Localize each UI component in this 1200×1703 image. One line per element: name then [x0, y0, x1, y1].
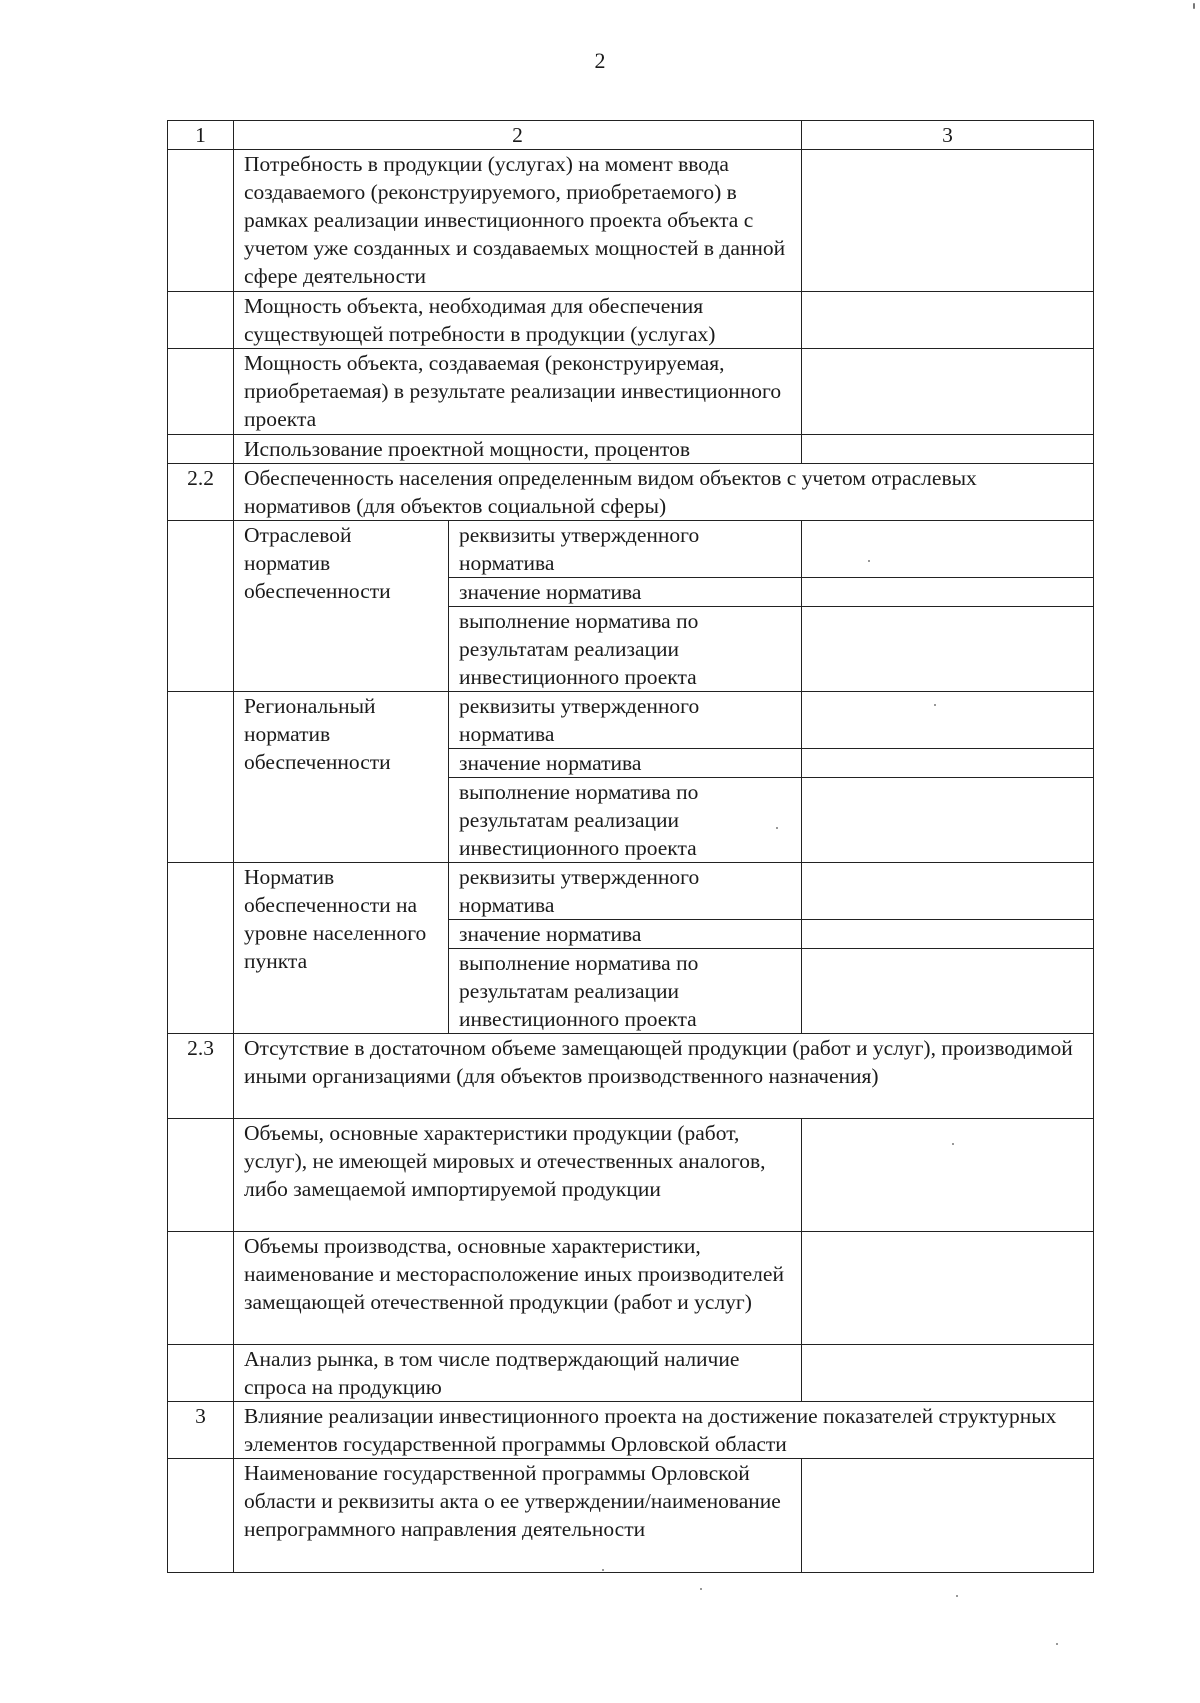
section-number: 3 — [168, 1402, 234, 1459]
row-value-cell — [802, 578, 1094, 607]
row-number-cell — [168, 435, 234, 464]
scan-speck — [934, 704, 936, 706]
section-title: Влияние реализации инвестиционного проекта на достижение показателей структурных элементов государственной программы Орловской области — [234, 1402, 1094, 1459]
norm-group-label: Региональный норматив обеспеченности — [234, 692, 449, 863]
scan-speck — [1193, 3, 1195, 9]
row-number-cell — [168, 863, 234, 1034]
row-number-cell — [168, 521, 234, 692]
norm-sub-item: реквизиты утвержденного норматива — [449, 521, 802, 578]
row-value-cell — [802, 863, 1094, 920]
row-text-cell: Анализ рынка, в том числе подтверждающий наличие спроса на продукцию — [234, 1345, 802, 1402]
scan-speck — [952, 1143, 954, 1145]
row-value-cell — [802, 349, 1094, 435]
document-table — [167, 120, 1094, 1573]
row-number-cell — [168, 349, 234, 435]
section-3-title-row — [168, 1402, 1094, 1459]
section-title: Отсутствие в достаточном объеме замещающей продукции (работ и услуг), производимой иными организациями (для объектов производственного назначения) — [234, 1034, 1094, 1119]
scan-speck — [956, 1595, 958, 1597]
table-row — [168, 1232, 1094, 1345]
row-text-cell: Использование проектной мощности, процентов — [234, 435, 802, 464]
scan-speck — [868, 560, 870, 562]
table-header-row — [168, 121, 1094, 150]
row-value-cell — [802, 1345, 1094, 1402]
row-number-cell — [168, 1232, 234, 1345]
table-row — [168, 349, 1094, 435]
norm-sub-item: выполнение норматива по результатам реализации инвестиционного проекта — [449, 778, 802, 863]
table-row — [168, 1119, 1094, 1232]
row-value-cell — [802, 150, 1094, 292]
row-value-cell — [802, 692, 1094, 749]
row-number-cell — [168, 150, 234, 292]
section-number: 2.2 — [168, 464, 234, 521]
header-col-2: 2 — [234, 121, 802, 150]
header-col-3: 3 — [802, 121, 1094, 150]
row-text-cell: Потребность в продукции (услугах) на момент ввода создаваемого (реконструируемого, приобретаемого) в рамках реализации инвестиционного проекта объекта с учетом уже созданных и создаваемых мощностей в данной сфере деятельности — [234, 150, 802, 292]
section-title: Обеспеченность населения определенным видом объектов с учетом отраслевых нормативов (для объектов социальной сферы) — [234, 464, 1094, 521]
row-text-cell: Мощность объекта, создаваемая (реконструируемая, приобретаемая) в результате реализации инвестиционного проекта — [234, 349, 802, 435]
section-2-2-title-row — [168, 464, 1094, 521]
row-value-cell — [802, 435, 1094, 464]
scan-speck — [776, 827, 778, 829]
table-row — [168, 292, 1094, 349]
norm-group-label: Норматив обеспеченности на уровне населенного пункта — [234, 863, 449, 1034]
norm-sub-item: реквизиты утвержденного норматива — [449, 692, 802, 749]
norm-sub-item: значение норматива — [449, 749, 802, 778]
section-number: 2.3 — [168, 1034, 234, 1119]
row-number-cell — [168, 1345, 234, 1402]
row-value-cell — [802, 778, 1094, 863]
row-value-cell — [802, 949, 1094, 1034]
row-number-cell — [168, 1119, 234, 1232]
page-number: 2 — [594, 48, 606, 73]
norm-sub-item: значение норматива — [449, 920, 802, 949]
row-text-cell: Мощность объекта, необходимая для обеспечения существующей потребности в продукции (услугах) — [234, 292, 802, 349]
section-2-3-title-row — [168, 1034, 1094, 1119]
table-row — [168, 1459, 1094, 1573]
header-col-1: 1 — [168, 121, 234, 150]
table-row — [168, 150, 1094, 292]
scan-speck — [602, 1569, 604, 1571]
row-value-cell — [802, 607, 1094, 692]
norm-sub-item: выполнение норматива по результатам реализации инвестиционного проекта — [449, 949, 802, 1034]
table-row — [168, 863, 1094, 920]
norm-sub-item: выполнение норматива по результатам реализации инвестиционного проекта — [449, 607, 802, 692]
row-value-cell — [802, 749, 1094, 778]
table-row — [168, 1345, 1094, 1402]
row-value-cell — [802, 1119, 1094, 1232]
table-row — [168, 692, 1094, 749]
table-row — [168, 521, 1094, 578]
row-number-cell — [168, 1459, 234, 1573]
norm-sub-item: реквизиты утвержденного норматива — [449, 863, 802, 920]
row-value-cell — [802, 1232, 1094, 1345]
norm-group-label: Отраслевой норматив обеспеченности — [234, 521, 449, 692]
scan-speck — [1056, 1643, 1058, 1645]
row-number-cell — [168, 692, 234, 863]
row-text-cell: Объемы производства, основные характеристики, наименование и месторасположение иных производителей замещающей отечественной продукции (работ и услуг) — [234, 1232, 802, 1345]
row-value-cell — [802, 1459, 1094, 1573]
table-row — [168, 435, 1094, 464]
row-text-cell: Наименование государственной программы Орловской области и реквизиты акта о ее утверждении/наименование непрограммного направления деятельности — [234, 1459, 802, 1573]
norm-sub-item: значение норматива — [449, 578, 802, 607]
row-value-cell — [802, 292, 1094, 349]
row-text-cell: Объемы, основные характеристики продукции (работ, услуг), не имеющей мировых и отечественных аналогов, либо замещаемой импортируемой продукции — [234, 1119, 802, 1232]
row-value-cell — [802, 521, 1094, 578]
scan-speck — [700, 1588, 702, 1590]
row-number-cell — [168, 292, 234, 349]
row-value-cell — [802, 920, 1094, 949]
